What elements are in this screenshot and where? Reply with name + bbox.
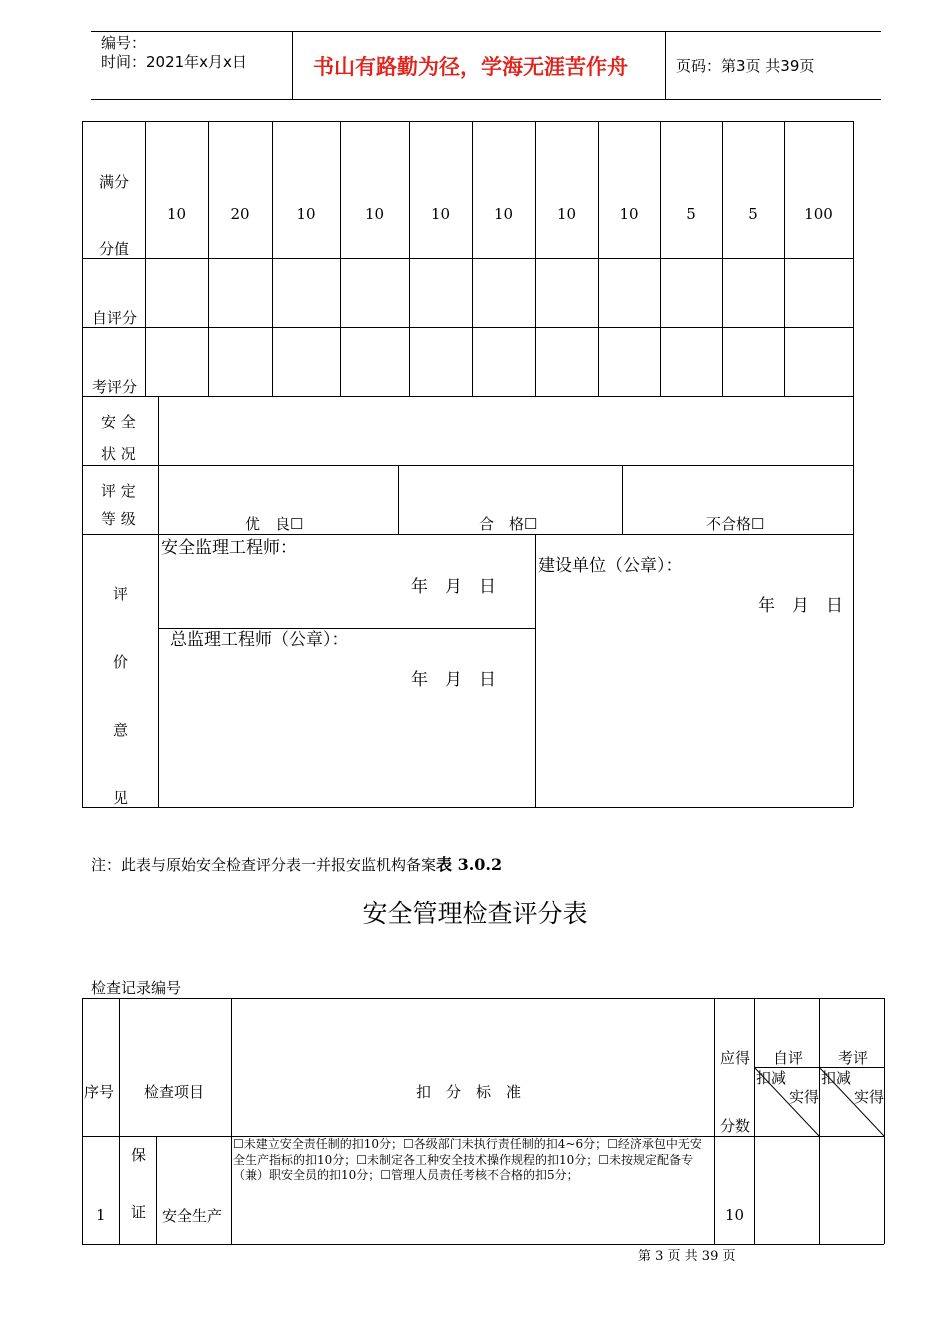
row1-category: 保 [131,1146,147,1164]
self-deduct-label: 扣减 [756,1069,787,1087]
col-header-due: 应得 [720,1049,751,1067]
col-line [535,121,536,396]
col-header-item: 检查项目 [144,1083,205,1101]
full-score-cell: 5 [748,205,758,223]
row1-item: 安全生产 [162,1207,223,1225]
row-label-self-score: 自评分 [92,309,138,327]
header-bottom-rule [91,99,881,100]
builder-date: 年 月 日 [758,596,843,616]
label-rating: 评 定 [101,482,136,500]
col-line [145,121,146,396]
col-line [158,396,159,807]
label-safety-status: 安 全 [101,413,136,431]
table-border [82,121,853,122]
col-line [622,465,623,534]
col-header-no: 序号 [84,1083,115,1101]
col-line [884,998,885,1244]
table-border [853,121,854,807]
col-line [660,121,661,396]
builder-label: 建设单位（公章）： [538,556,683,576]
chief-supervisor-date: 年 月 日 [411,670,496,690]
label-opinion-char: 评 [113,585,129,603]
chief-supervisor-label: 总监理工程师（公章）： [170,630,349,650]
col-line [722,121,723,396]
full-score-cell: 20 [230,205,250,223]
col-line [398,465,399,534]
exam-actual-label: 实得 [854,1088,885,1106]
col-header-due-2: 分数 [720,1117,751,1135]
col-line [272,121,273,396]
col-line [784,121,785,396]
supervisor-label: 安全监理工程师： [161,538,297,558]
page-info: 页码：第3页 共39页 [676,57,815,75]
row-label-full-score: 满分 [99,173,130,191]
col-line [714,998,715,1244]
time-label: 时间：2021年x月x日 [101,53,247,71]
row1-category-2: 证 [131,1203,147,1221]
page-footer: 第 3 页 共 39 页 [638,1249,736,1264]
col-line [535,534,536,807]
col-line [340,121,341,396]
full-score-cell: 10 [430,205,451,223]
table-border [82,396,853,397]
main-title: 安全管理检查评分表 [362,899,588,928]
table-border [82,465,853,466]
table-border [82,534,853,535]
header-divider [665,31,666,99]
full-score-cell: 5 [686,205,696,223]
note-body: 注：此表与原始安全检查评分表一并报安监机构备案 [91,856,437,874]
col-header-self: 自评 [773,1049,804,1067]
label-opinion-char: 意 [113,721,129,739]
full-score-cell: 10 [556,205,577,223]
full-score-total: 100 [804,205,833,223]
table-border [82,1244,884,1245]
col-line [409,121,410,396]
col-line [119,998,120,1244]
table-border [82,807,853,808]
table-border [82,998,884,999]
full-score-cell: 10 [166,205,187,223]
full-score-cell: 10 [619,205,639,223]
row-line [158,628,535,629]
col-header-exam: 考评 [838,1049,869,1067]
col-header-standard: 扣 分 标 准 [416,1083,522,1101]
table-border [82,327,853,328]
header-divider [292,31,293,99]
motto: 书山有路勤为径，学海无涯苦作舟 [313,55,628,79]
doc-number-label: 编号： [101,34,147,52]
col-line [231,998,232,1244]
note-text [91,857,502,873]
row1-due-score: 10 [725,1206,745,1224]
col-line [472,121,473,396]
col-line [208,121,209,396]
grade-pass-checkbox[interactable]: 合 格☐ [479,515,538,533]
grade-excellent-checkbox[interactable]: 优 良☐ [245,515,304,533]
label-rating-2: 等 级 [101,510,136,528]
label-opinion-char: 价 [113,653,129,671]
row1-number: 1 [96,1206,106,1224]
row-label-full-score-2: 分值 [99,240,130,258]
table-border [82,121,83,807]
col-line [598,121,599,396]
grade-fail-checkbox[interactable]: 不合格☐ [706,515,765,533]
full-score-cell: 10 [364,205,385,223]
table-border [82,258,853,259]
exam-deduct-label: 扣减 [821,1069,852,1087]
col-line [82,998,83,1244]
self-actual-label: 实得 [789,1088,820,1106]
label-opinion-char: 见 [113,789,129,807]
table-number: 表 3.0.2 [436,855,503,874]
record-number-label: 检查记录编号 [91,979,182,997]
supervisor-date: 年 月 日 [411,577,496,597]
label-safety-status-2: 状 况 [101,445,136,463]
full-score-cell: 10 [296,205,316,223]
row-label-exam-score: 考评分 [92,378,138,396]
row1-standard: ☐未建立安全责任制的扣10分；☐各级部门未执行责任制的扣4~6分；☐经济承包中无安全生产指标的扣10分；☐未制定各工种安全技术操作规程的扣10分；☐未按规定配备专（兼）职安全员的扣10分；☐管理人员责任考核不合格的扣5分； [233,1137,702,1182]
col-line [156,1136,157,1244]
full-score-cell: 10 [493,205,514,223]
header-top-rule [91,31,881,32]
